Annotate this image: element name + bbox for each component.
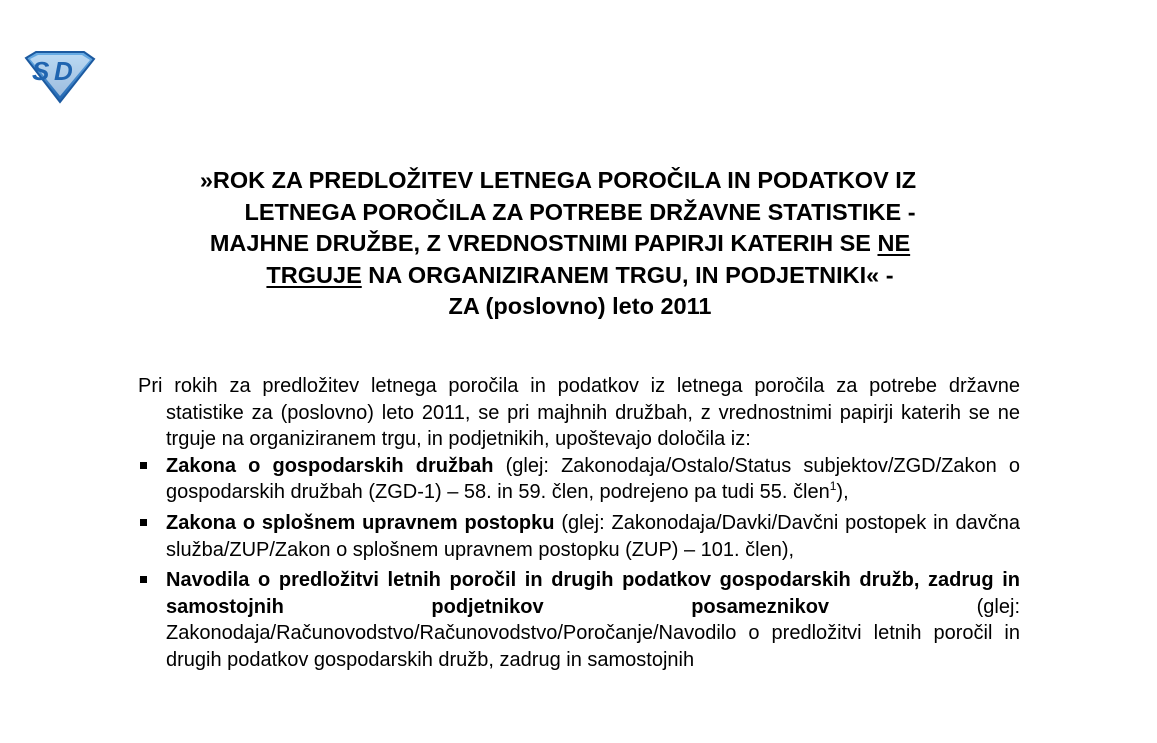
document-body — [138, 373, 1020, 678]
bullet-square-icon — [140, 462, 147, 469]
list-item-bold: Zakona o splošnem upravnem postopku — [166, 511, 555, 534]
title-underlined-trguje: TRGUJE — [266, 261, 362, 288]
bullet-square-icon — [140, 519, 147, 526]
document-title — [120, 165, 1040, 323]
svg-text:D: D — [54, 56, 73, 86]
title-line-3 — [100, 228, 1020, 260]
footnote-ref[interactable]: 1 — [829, 479, 837, 494]
list-item-bold: Zakona o gospodarskih družbah — [166, 454, 494, 477]
title-line-3-text: MAJHNE DRUŽBE, Z VREDNOSTNIMI PAPIRJI KATERIH SE — [209, 230, 878, 256]
list-item-text: (glej: Zakonodaja/Računovodstvo/Računovodstvo/Poročanje/Navodilo o predložitvi letnih poročil in drugih podatkov gospodarskih družb, zadrug in samostojnih — [166, 595, 1020, 671]
title-line-4-text: NA ORGANIZIRANEM TRGU, IN PODJETNIKI« - — [361, 261, 894, 288]
list-item — [138, 567, 1020, 673]
list-item-text: (glej: Zakonodaja/Ostalo/Status subjektov/ZGD/Zakon o gospodarskih družbah (ZGD-1) – 58. in 59. člen, podrejeno pa tudi 55. člen — [166, 454, 1020, 504]
title-line-2: LETNEGA POROČILA ZA POTREBE DRŽAVNE STATISTIKE - — [244, 198, 916, 225]
title-line-4 — [120, 260, 1040, 292]
intro-paragraph: Pri rokih za predložitev letnega poročila in podatkov iz letnega poročila za potrebe državne statistike za (poslovno) leto 2011, se pri majhnih družbah, z vrednostnimi papirji katerih se ne trguje na organiziranem trgu, in podjetnikih, upoštevajo določila iz: — [138, 375, 1020, 451]
sd-shield-logo — [22, 50, 96, 104]
list-item-text: (glej: Zakonodaja/Davki/Davčni postopek in davčna služba/ZUP/Zakon o splošnem upravnem postopku (ZUP) – 101. člen), — [166, 511, 1021, 561]
title-underlined-ne: NE — [877, 230, 911, 256]
title-line-1: »ROK ZA PREDLOŽITEV LETNEGA POROČILA IN PODATKOV IZ — [199, 167, 917, 193]
list-item — [138, 453, 1020, 506]
list-item-bold: Navodila o predložitvi letnih poročil in drugih podatkov gospodarskih družb, zadrug in samostojnih podjetnikov posameznikov — [166, 569, 1020, 618]
sd-shield-logo-icon — [22, 50, 96, 104]
svg-text:S: S — [32, 56, 50, 86]
title-line-5: ZA (poslovno) leto 2011 — [448, 293, 712, 319]
list-item — [138, 510, 1020, 563]
list-item-tail: ), — [836, 481, 849, 504]
bullet-square-icon — [140, 576, 147, 583]
regulation-list — [138, 453, 1020, 674]
